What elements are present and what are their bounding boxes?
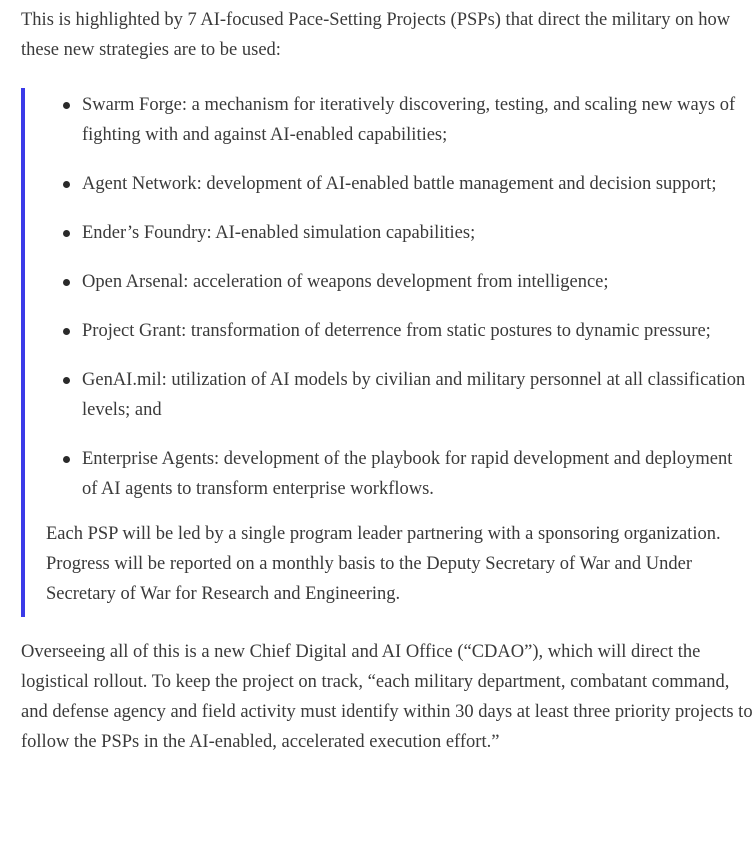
psp-list [46, 90, 756, 504]
list-item-text: Ender’s Foundry: AI-enabled simulation capabilities; [82, 223, 476, 243]
bullet-icon [63, 456, 70, 463]
outro-paragraph: Overseeing all of this is a new Chief Digital and AI Office (“CDAO”), which will direct the logistical rollout. To keep the project on track, “each military department, combatant command, and defense agency and field activity must identify within 30 days at least three priority projects to follow the PSPs in the AI-enabled, accelerated execution effort.” [21, 642, 753, 752]
list-item-text: Enterprise Agents: development of the playbook for rapid development and deployment of AI agents to transform enterprise workflows. [82, 449, 733, 499]
list-item [82, 169, 756, 199]
list-item-text: Project Grant: transformation of deterrence from static postures to dynamic pressure; [82, 321, 711, 341]
bullet-icon [63, 279, 70, 286]
list-item [82, 267, 756, 297]
bullet-icon [63, 230, 70, 237]
list-item [82, 90, 756, 150]
list-item [82, 316, 756, 346]
list-item [82, 365, 756, 425]
bullet-icon [63, 377, 70, 384]
bullet-icon [63, 181, 70, 188]
list-item-text: Swarm Forge: a mechanism for iteratively discovering, testing, and scaling new ways of fighting with and against AI-enabled capabilities; [82, 95, 736, 145]
list-item [82, 444, 756, 504]
intro-paragraph: This is highlighted by 7 AI-focused Pace-Setting Projects (PSPs) that direct the military on how these new strategies are to be used: [21, 10, 731, 60]
blockquote-paragraph: Each PSP will be led by a single program leader partnering with a sponsoring organization. Progress will be reported on a monthly basis to the Deputy Secretary of War and Under Secretary of War for Research and Engineering. [46, 524, 721, 604]
blockquote [21, 88, 756, 617]
list-item-text: Open Arsenal: acceleration of weapons development from intelligence; [82, 272, 609, 292]
list-item-text: Agent Network: development of AI-enabled battle management and decision support; [82, 174, 717, 194]
bullet-icon [63, 102, 70, 109]
bullet-icon [63, 328, 70, 335]
list-item [82, 218, 756, 248]
list-item-text: GenAI.mil: utilization of AI models by civilian and military personnel at all classification levels; and [82, 370, 746, 420]
